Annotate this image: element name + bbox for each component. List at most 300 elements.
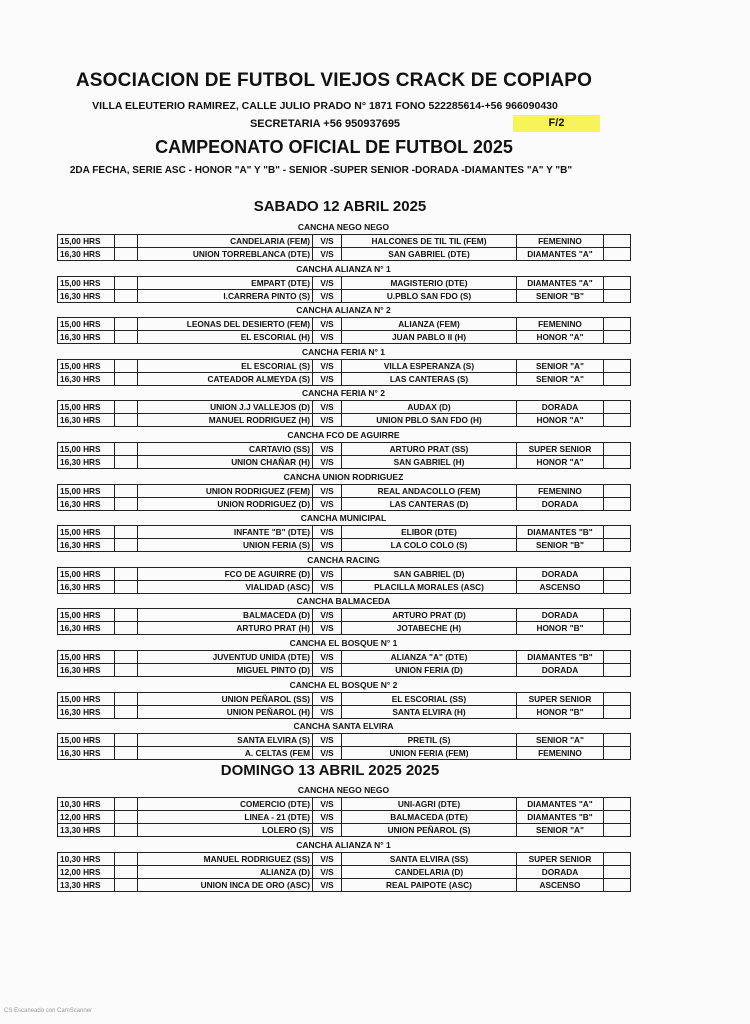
empty-cell xyxy=(115,359,138,372)
match-table xyxy=(57,733,631,760)
match-row xyxy=(58,331,631,344)
home-team: SANTA ELVIRA (S) xyxy=(138,734,313,747)
vs-label: V/S xyxy=(313,248,342,261)
empty-cell xyxy=(604,664,631,677)
match-category: SUPER SENIOR xyxy=(517,692,604,705)
match-time: 16,30 HRS xyxy=(58,331,115,344)
match-time: 16,30 HRS xyxy=(58,289,115,302)
empty-cell xyxy=(604,248,631,261)
match-row xyxy=(58,692,631,705)
empty-cell xyxy=(115,651,138,664)
away-team: UNION FERIA (FEM) xyxy=(342,747,517,760)
match-row xyxy=(58,248,631,261)
venue-block xyxy=(57,262,630,303)
empty-cell xyxy=(115,609,138,622)
match-category: SUPER SENIOR xyxy=(517,853,604,866)
empty-cell xyxy=(604,866,631,879)
match-table xyxy=(57,359,631,386)
match-category: DIAMANTES "B" xyxy=(517,651,604,664)
home-team: ARTURO PRAT (H) xyxy=(138,622,313,635)
away-team: ALIANZA (FEM) xyxy=(342,318,517,331)
match-category: SENIOR "A" xyxy=(517,824,604,837)
match-category: HONOR "A" xyxy=(517,456,604,469)
home-team: A. CELTAS (FEM xyxy=(138,747,313,760)
match-row xyxy=(58,879,631,892)
match-time: 15,00 HRS xyxy=(58,526,115,539)
empty-cell xyxy=(604,580,631,593)
venue-name: CANCHA EL BOSQUE N° 1 xyxy=(289,638,398,648)
empty-cell xyxy=(115,622,138,635)
empty-cell xyxy=(604,609,631,622)
match-category: FEMENINO xyxy=(517,235,604,248)
championship-title: CAMPEONATO OFICIAL DE FUTBOL 2025 xyxy=(155,137,513,157)
away-team: LAS CANTERAS (D) xyxy=(342,497,517,510)
away-team: ARTURO PRAT (SS) xyxy=(342,443,517,456)
empty-cell xyxy=(115,853,138,866)
match-row xyxy=(58,664,631,677)
vs-label: V/S xyxy=(313,879,342,892)
match-table xyxy=(57,852,631,892)
match-table xyxy=(57,234,631,261)
away-team: JOTABECHE (H) xyxy=(342,622,517,635)
match-table xyxy=(57,797,631,837)
match-row xyxy=(58,747,631,760)
match-row xyxy=(58,853,631,866)
home-team: LEONAS DEL DESIERTO (FEM) xyxy=(138,318,313,331)
match-time: 16,30 HRS xyxy=(58,414,115,427)
home-team: JUVENTUD UNIDA (DTE) xyxy=(138,651,313,664)
empty-cell xyxy=(604,824,631,837)
match-category: FEMENINO xyxy=(517,318,604,331)
empty-cell xyxy=(115,824,138,837)
match-row xyxy=(58,443,631,456)
match-time: 16,30 HRS xyxy=(58,497,115,510)
match-row xyxy=(58,318,631,331)
match-time: 15,00 HRS xyxy=(58,651,115,664)
empty-cell xyxy=(604,484,631,497)
home-team: UNION J.J VALLEJOS (D) xyxy=(138,401,313,414)
away-team: REAL PAIPOTE (ASC) xyxy=(342,879,517,892)
vs-label: V/S xyxy=(313,414,342,427)
venue-block xyxy=(57,636,630,677)
empty-cell xyxy=(604,235,631,248)
away-team: UNION PBLO SAN FDO (H) xyxy=(342,414,517,427)
match-category: DIAMANTES "A" xyxy=(517,248,604,261)
match-time: 16,30 HRS xyxy=(58,664,115,677)
empty-cell xyxy=(604,414,631,427)
venue-block xyxy=(57,428,630,469)
home-team: UNION FERIA (S) xyxy=(138,539,313,552)
match-row xyxy=(58,401,631,414)
venue-block xyxy=(57,220,630,261)
home-team: CARTAVIO (SS) xyxy=(138,443,313,456)
venue-name: CANCHA EL BOSQUE N° 2 xyxy=(289,679,398,690)
series-line: 2DA FECHA, SERIE ASC - HONOR "A" Y "B" - SENIOR -SUPER SENIOR -DORADA -DIAMANTES "A" Y "B" xyxy=(69,165,573,176)
vs-label: V/S xyxy=(313,372,342,385)
venue-name: CANCHA SANTA ELVIRA xyxy=(293,721,394,732)
match-category: ASCENSO xyxy=(517,879,604,892)
vs-label: V/S xyxy=(313,567,342,580)
away-team: AUDAX (D) xyxy=(342,401,517,414)
vs-label: V/S xyxy=(313,289,342,302)
match-category: HONOR "B" xyxy=(517,705,604,718)
away-team: U.PBLO SAN FDO (S) xyxy=(342,289,517,302)
match-table xyxy=(57,567,631,594)
secretary-phone: SECRETARIA +56 950937695 xyxy=(249,118,401,130)
empty-cell xyxy=(604,331,631,344)
day-title-saturday: SABADO 12 ABRIL 2025 xyxy=(253,198,427,215)
vs-label: V/S xyxy=(313,276,342,289)
venue-name: CANCHA FERIA N° 1 xyxy=(301,346,386,357)
away-team: SAN GABRIEL (DTE) xyxy=(342,248,517,261)
empty-cell xyxy=(604,359,631,372)
match-row xyxy=(58,580,631,593)
match-table xyxy=(57,317,631,344)
vs-label: V/S xyxy=(313,401,342,414)
match-row xyxy=(58,609,631,622)
home-team: EL ESCORIAL (H) xyxy=(138,331,313,344)
match-table xyxy=(57,276,631,303)
vs-label: V/S xyxy=(313,798,342,811)
home-team: MANUEL RODRIGUEZ (SS) xyxy=(138,853,313,866)
away-team: EL ESCORIAL (SS) xyxy=(342,692,517,705)
home-team: FCO DE AGUIRRE (D) xyxy=(138,567,313,580)
venue-block xyxy=(57,386,630,427)
home-team: ALIANZA (D) xyxy=(138,866,313,879)
empty-cell xyxy=(115,276,138,289)
vs-label: V/S xyxy=(313,359,342,372)
home-team: CANDELARIA (FEM) xyxy=(138,235,313,248)
venue-name: CANCHA NEGO NEGO xyxy=(297,222,390,232)
home-team: UNION TORREBLANCA (DTE) xyxy=(138,248,313,261)
match-row xyxy=(58,235,631,248)
match-category: SENIOR "A" xyxy=(517,372,604,385)
venue-block xyxy=(57,345,630,386)
match-time: 15,00 HRS xyxy=(58,401,115,414)
match-row xyxy=(58,567,631,580)
match-row xyxy=(58,526,631,539)
venue-block xyxy=(57,553,630,594)
match-time: 15,00 HRS xyxy=(58,734,115,747)
match-time: 15,00 HRS xyxy=(58,318,115,331)
away-team: PRETIL (S) xyxy=(342,734,517,747)
match-row xyxy=(58,824,631,837)
match-time: 10,30 HRS xyxy=(58,798,115,811)
venue-name: CANCHA FERIA N° 2 xyxy=(301,388,386,399)
association-title: ASOCIACION DE FUTBOL VIEJOS CRACK DE COPIAPO xyxy=(75,70,593,91)
vs-label: V/S xyxy=(313,747,342,760)
empty-cell xyxy=(115,443,138,456)
away-team: SAN GABRIEL (D) xyxy=(342,567,517,580)
empty-cell xyxy=(604,853,631,866)
match-category: ASCENSO xyxy=(517,580,604,593)
empty-cell xyxy=(115,664,138,677)
away-team: SANTA ELVIRA (SS) xyxy=(342,853,517,866)
empty-cell xyxy=(115,866,138,879)
match-time: 16,30 HRS xyxy=(58,747,115,760)
home-team: UNION RODRIGUEZ (D) xyxy=(138,497,313,510)
away-team: PLACILLA MORALES (ASC) xyxy=(342,580,517,593)
match-row xyxy=(58,651,631,664)
away-team: UNION PEÑAROL (S) xyxy=(342,824,517,837)
vs-label: V/S xyxy=(313,692,342,705)
empty-cell xyxy=(604,456,631,469)
match-row xyxy=(58,497,631,510)
match-category: SENIOR "B" xyxy=(517,289,604,302)
vs-label: V/S xyxy=(313,539,342,552)
home-team: UNION PEÑAROL (H) xyxy=(138,705,313,718)
venue-name: CANCHA ALIANZA N° 2 xyxy=(296,305,391,316)
empty-cell xyxy=(115,811,138,824)
empty-cell xyxy=(604,526,631,539)
empty-cell xyxy=(115,539,138,552)
away-team: LAS CANTERAS (S) xyxy=(342,372,517,385)
empty-cell xyxy=(604,692,631,705)
home-team: VIALIDAD (ASC) xyxy=(138,580,313,593)
match-table xyxy=(57,484,631,511)
venue-block xyxy=(57,838,630,892)
match-row xyxy=(58,705,631,718)
venue-name: CANCHA ALIANZA N° 1 xyxy=(296,263,391,274)
empty-cell xyxy=(115,401,138,414)
venue-name: CANCHA MUNICIPAL xyxy=(300,513,387,524)
match-row xyxy=(58,359,631,372)
venue-name: CANCHA FCO DE AGUIRRE xyxy=(287,430,400,440)
match-time: 16,30 HRS xyxy=(58,580,115,593)
home-team: BALMACEDA (D) xyxy=(138,609,313,622)
match-time: 16,30 HRS xyxy=(58,372,115,385)
match-category: HONOR "A" xyxy=(517,414,604,427)
empty-cell xyxy=(604,705,631,718)
match-row xyxy=(58,734,631,747)
match-time: 15,00 HRS xyxy=(58,276,115,289)
home-team: UNION INCA DE ORO (ASC) xyxy=(138,879,313,892)
match-row xyxy=(58,539,631,552)
empty-cell xyxy=(115,248,138,261)
vs-label: V/S xyxy=(313,526,342,539)
venue-name: CANCHA RACING xyxy=(307,554,380,565)
vs-label: V/S xyxy=(313,651,342,664)
vs-label: V/S xyxy=(313,853,342,866)
home-team: MANUEL RODRIGUEZ (H) xyxy=(138,414,313,427)
home-team: LOLERO (S) xyxy=(138,824,313,837)
empty-cell xyxy=(115,580,138,593)
empty-cell xyxy=(604,811,631,824)
empty-cell xyxy=(115,318,138,331)
away-team: SANTA ELVIRA (H) xyxy=(342,705,517,718)
home-team: MIGUEL PINTO (D) xyxy=(138,664,313,677)
home-team: LINEA - 21 (DTE) xyxy=(138,811,313,824)
match-time: 15,00 HRS xyxy=(58,609,115,622)
match-time: 15,00 HRS xyxy=(58,567,115,580)
match-category: DORADA xyxy=(517,609,604,622)
vs-label: V/S xyxy=(313,318,342,331)
match-row xyxy=(58,289,631,302)
away-team: ARTURO PRAT (D) xyxy=(342,609,517,622)
empty-cell xyxy=(604,276,631,289)
empty-cell xyxy=(115,289,138,302)
venue-block xyxy=(57,594,630,635)
empty-cell xyxy=(604,879,631,892)
match-row xyxy=(58,484,631,497)
vs-label: V/S xyxy=(313,811,342,824)
away-team: UNI-AGRI (DTE) xyxy=(342,798,517,811)
match-time: 15,00 HRS xyxy=(58,692,115,705)
empty-cell xyxy=(115,747,138,760)
venue-block xyxy=(57,678,630,719)
match-time: 15,00 HRS xyxy=(58,359,115,372)
scanner-watermark: CS Escaneado con CamScanner xyxy=(4,1008,93,1014)
match-table xyxy=(57,525,631,552)
away-team: MAGISTERIO (DTE) xyxy=(342,276,517,289)
match-category: DORADA xyxy=(517,664,604,677)
match-category: SENIOR "A" xyxy=(517,734,604,747)
vs-label: V/S xyxy=(313,497,342,510)
match-table xyxy=(57,442,631,469)
match-time: 16,30 HRS xyxy=(58,248,115,261)
venue-block xyxy=(57,719,630,760)
match-table xyxy=(57,400,631,427)
empty-cell xyxy=(604,401,631,414)
empty-cell xyxy=(604,747,631,760)
away-team: ELIBOR (DTE) xyxy=(342,526,517,539)
match-time: 16,30 HRS xyxy=(58,539,115,552)
venue-name: CANCHA UNION RODRIGUEZ xyxy=(283,471,404,482)
empty-cell xyxy=(604,734,631,747)
match-time: 12,00 HRS xyxy=(58,866,115,879)
empty-cell xyxy=(604,539,631,552)
venue-block xyxy=(57,470,630,511)
match-category: HONOR "A" xyxy=(517,331,604,344)
empty-cell xyxy=(115,484,138,497)
empty-cell xyxy=(115,705,138,718)
vs-label: V/S xyxy=(313,331,342,344)
match-time: 15,00 HRS xyxy=(58,484,115,497)
match-time: 16,30 HRS xyxy=(58,456,115,469)
home-team: CATEADOR ALMEYDA (S) xyxy=(138,372,313,385)
empty-cell xyxy=(115,879,138,892)
vs-label: V/S xyxy=(313,664,342,677)
match-time: 15,00 HRS xyxy=(58,235,115,248)
venue-name: CANCHA BALMACEDA xyxy=(296,596,391,607)
vs-label: V/S xyxy=(313,484,342,497)
empty-cell xyxy=(115,497,138,510)
home-team: EMPART (DTE) xyxy=(138,276,313,289)
away-team: REAL ANDACOLLO (FEM) xyxy=(342,484,517,497)
home-team: UNION PEÑAROL (SS) xyxy=(138,692,313,705)
match-category: SENIOR "B" xyxy=(517,539,604,552)
home-team: INFANTE "B" (DTE) xyxy=(138,526,313,539)
vs-label: V/S xyxy=(313,443,342,456)
home-team: UNION CHAÑAR (H) xyxy=(138,456,313,469)
home-team: UNION RODRIGUEZ (FEM) xyxy=(138,484,313,497)
away-team: VILLA ESPERANZA (S) xyxy=(342,359,517,372)
match-category: FEMENINO xyxy=(517,484,604,497)
match-row xyxy=(58,811,631,824)
empty-cell xyxy=(115,235,138,248)
home-team: COMERCIO (DTE) xyxy=(138,798,313,811)
vs-label: V/S xyxy=(313,622,342,635)
match-category: DORADA xyxy=(517,497,604,510)
vs-label: V/S xyxy=(313,824,342,837)
vs-label: V/S xyxy=(313,235,342,248)
match-time: 13,30 HRS xyxy=(58,879,115,892)
venue-name: CANCHA NEGO NEGO xyxy=(297,785,390,795)
away-team: ALIANZA "A" (DTE) xyxy=(342,651,517,664)
empty-cell xyxy=(115,692,138,705)
match-category: DIAMANTES "A" xyxy=(517,798,604,811)
empty-cell xyxy=(115,798,138,811)
match-time: 13,30 HRS xyxy=(58,824,115,837)
match-category: DIAMANTES "A" xyxy=(517,276,604,289)
empty-cell xyxy=(115,734,138,747)
match-time: 10,30 HRS xyxy=(58,853,115,866)
venue-block xyxy=(57,511,630,552)
empty-cell xyxy=(115,567,138,580)
empty-cell xyxy=(115,414,138,427)
away-team: BALMACEDA (DTE) xyxy=(342,811,517,824)
empty-cell xyxy=(604,372,631,385)
vs-label: V/S xyxy=(313,609,342,622)
venue-name: CANCHA ALIANZA N° 1 xyxy=(296,840,391,851)
empty-cell xyxy=(115,526,138,539)
match-row xyxy=(58,456,631,469)
match-category: SUPER SENIOR xyxy=(517,443,604,456)
empty-cell xyxy=(604,622,631,635)
vs-label: V/S xyxy=(313,456,342,469)
match-category: DORADA xyxy=(517,866,604,879)
away-team: JUAN PABLO II (H) xyxy=(342,331,517,344)
venue-block xyxy=(57,303,630,344)
empty-cell xyxy=(604,289,631,302)
match-category: DIAMANTES "B" xyxy=(517,811,604,824)
match-row xyxy=(58,798,631,811)
away-team: SAN GABRIEL (H) xyxy=(342,456,517,469)
home-team: EL ESCORIAL (S) xyxy=(138,359,313,372)
empty-cell xyxy=(604,567,631,580)
match-table xyxy=(57,650,631,677)
match-row xyxy=(58,414,631,427)
match-category: FEMENINO xyxy=(517,747,604,760)
empty-cell xyxy=(115,456,138,469)
match-category: DORADA xyxy=(517,567,604,580)
vs-label: V/S xyxy=(313,866,342,879)
home-team: I.CARRERA PINTO (S) xyxy=(138,289,313,302)
empty-cell xyxy=(115,331,138,344)
match-row xyxy=(58,276,631,289)
match-time: 16,30 HRS xyxy=(58,705,115,718)
match-row xyxy=(58,372,631,385)
empty-cell xyxy=(604,497,631,510)
empty-cell xyxy=(604,798,631,811)
away-team: HALCONES DE TIL TIL (FEM) xyxy=(342,235,517,248)
day-title-sunday: DOMINGO 13 ABRIL 2025 2025 xyxy=(220,762,440,779)
away-team: CANDELARIA (D) xyxy=(342,866,517,879)
away-team: LA COLO COLO (S) xyxy=(342,539,517,552)
match-row xyxy=(58,622,631,635)
date-badge: F/2 xyxy=(513,115,600,132)
match-time: 15,00 HRS xyxy=(58,443,115,456)
association-address: VILLA ELEUTERIO RAMIREZ, CALLE JULIO PRADO N° 1871 FONO 522285614-+56 966090430 xyxy=(92,100,558,112)
match-time: 16,30 HRS xyxy=(58,622,115,635)
match-category: DIAMANTES "B" xyxy=(517,526,604,539)
match-category: DORADA xyxy=(517,401,604,414)
match-category: HONOR "B" xyxy=(517,622,604,635)
empty-cell xyxy=(604,318,631,331)
vs-label: V/S xyxy=(313,705,342,718)
match-table xyxy=(57,692,631,719)
vs-label: V/S xyxy=(313,580,342,593)
